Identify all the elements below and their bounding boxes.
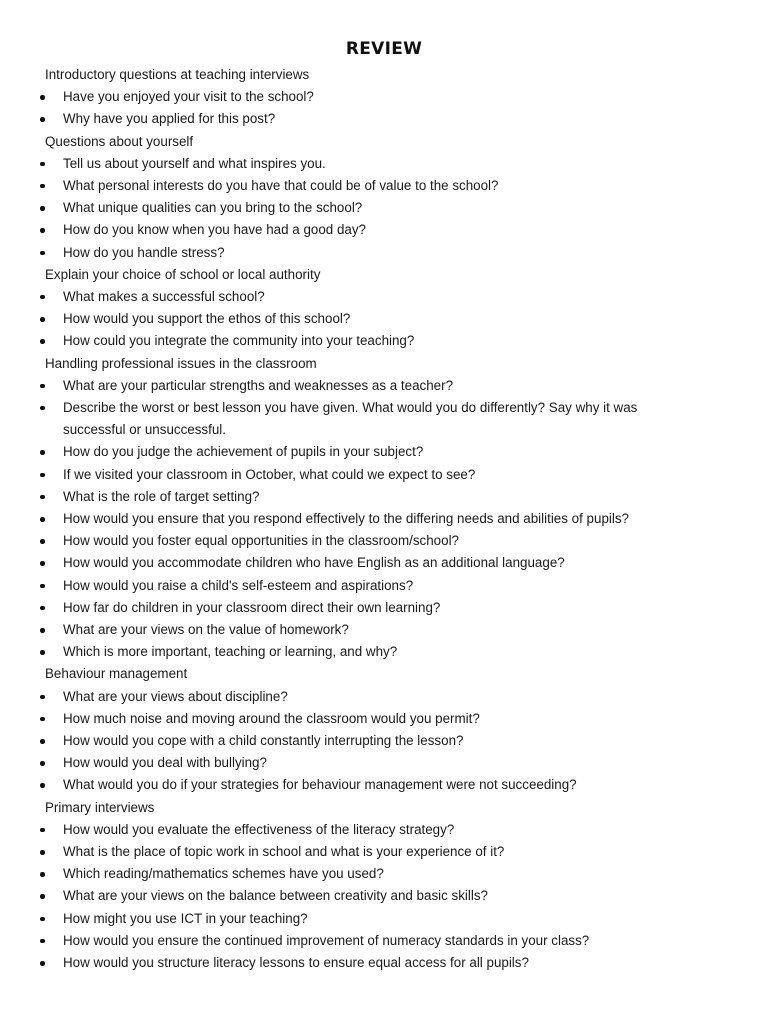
section-heading: Explain your choice of school or local authority xyxy=(45,266,321,282)
question-item: How do you judge the achievement of pupils in your subject? xyxy=(0,441,768,463)
question-list xyxy=(0,86,768,130)
section-heading: Handling professional issues in the classroom xyxy=(45,355,317,371)
question-item: How might you use ICT in your teaching? xyxy=(0,908,768,930)
section-behaviour-management xyxy=(0,663,768,796)
section-choice-of-school xyxy=(0,264,768,353)
question-item: How do you know when you have had a good day? xyxy=(0,219,768,241)
question-item: How would you structure literacy lessons to ensure equal access for all pupils? xyxy=(0,952,768,974)
question-item: What is the place of topic work in school and what is your experience of it? xyxy=(0,841,768,863)
document-body xyxy=(0,64,768,974)
section-heading: Primary interviews xyxy=(45,799,155,815)
section-heading: Questions about yourself xyxy=(45,133,194,149)
section-heading: Introductory questions at teaching interviews xyxy=(45,67,310,82)
question-item: How would you accommodate children who have English as an additional language? xyxy=(0,552,768,574)
question-item: What are your views on the value of homework? xyxy=(0,619,768,641)
question-item: How much noise and moving around the classroom would you permit? xyxy=(0,708,768,730)
question-item: How do you handle stress? xyxy=(0,242,768,264)
question-item: Have you enjoyed your visit to the school? xyxy=(0,86,768,108)
question-list xyxy=(0,819,768,974)
question-item: What is the role of target setting? xyxy=(0,486,768,508)
section-heading: Behaviour management xyxy=(45,666,188,682)
question-item: Which reading/mathematics schemes have you used? xyxy=(0,863,768,885)
question-item: How would you ensure that you respond effectively to the differing needs and abilities of pupils? xyxy=(0,508,768,530)
question-item: How would you foster equal opportunities in the classroom/school? xyxy=(0,530,768,552)
question-item: How would you raise a child's self-esteem and aspirations? xyxy=(0,575,768,597)
question-item: How would you deal with bullying? xyxy=(0,752,768,774)
question-list xyxy=(0,153,768,264)
question-item: What personal interests do you have that could be of value to the school? xyxy=(0,175,768,197)
question-list xyxy=(0,286,768,353)
section-about-yourself xyxy=(0,131,768,264)
question-list xyxy=(0,686,768,797)
question-item: Why have you applied for this post? xyxy=(0,108,768,130)
question-item: What are your views on the balance between creativity and basic skills? xyxy=(0,885,768,907)
question-item: If we visited your classroom in October, what could we expect to see? xyxy=(0,464,768,486)
question-item: What unique qualities can you bring to the school? xyxy=(0,197,768,219)
question-item: Which is more important, teaching or learning, and why? xyxy=(0,641,768,663)
question-item: How would you evaluate the effectiveness of the literacy strategy? xyxy=(0,819,768,841)
question-item: How would you support the ethos of this school? xyxy=(0,308,768,330)
question-item: How would you ensure the continued improvement of numeracy standards in your class? xyxy=(0,930,768,952)
question-item: What makes a successful school? xyxy=(0,286,768,308)
section-primary-interviews xyxy=(0,797,768,975)
section-introductory xyxy=(0,64,768,131)
document-title: REVIEW xyxy=(345,39,423,59)
question-item: How would you cope with a child constantly interrupting the lesson? xyxy=(0,730,768,752)
question-item: Tell us about yourself and what inspires you. xyxy=(0,153,768,175)
question-item: How far do children in your classroom direct their own learning? xyxy=(0,597,768,619)
question-list xyxy=(0,375,768,664)
question-item: Describe the worst or best lesson you have given. What would you do differently? Say why it was successful or unsuccessful. xyxy=(0,397,768,441)
question-item: What would you do if your strategies for behaviour management were not succeeding? xyxy=(0,774,768,796)
question-item: What are your views about discipline? xyxy=(0,686,768,708)
section-professional-issues xyxy=(0,353,768,664)
question-item: How could you integrate the community into your teaching? xyxy=(0,330,768,352)
question-item: What are your particular strengths and weaknesses as a teacher? xyxy=(0,375,768,397)
